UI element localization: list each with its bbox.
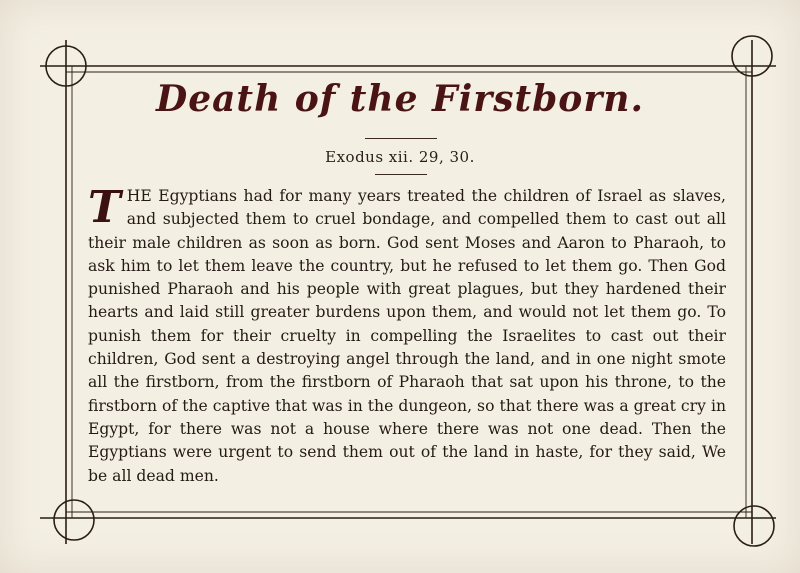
story-text bbox=[88, 182, 726, 488]
title-divider bbox=[365, 138, 437, 139]
card-title: Death of the Firstborn. bbox=[155, 78, 644, 120]
drop-cap-initial: T bbox=[88, 182, 121, 233]
story-paragraph: HE Egyptians had for many years treated the children of Israel as slaves, and subjected them to cruel bondage, and compelled them to cast out all their male children as soon as born. God sent Moses and Aaron to Pharaoh, to ask him to let them leave the country, but he refused to let them go. Then God punished Pharaoh and his people with great plagues, but they hardened their hearts and laid still greater burdens upon them, and would not let them go. To punish them for their cruelty in compelling the Israelites to cast out their children, God sent a destroying angel through the land, and in one night smote all the firstborn, from the firstborn of Pharaoh that sat upon his throne, to the firstborn of the captive that was in the dungeon, so that there was a great cry in Egypt, for there was not a house where there was not one dead. Then the Egyptians were urgent to send them out of the land in haste, for they said, We be all dead men. bbox=[88, 187, 726, 485]
reference-divider bbox=[375, 174, 427, 175]
corner-ornament-bottom-left bbox=[54, 500, 94, 540]
corner-ornament-bottom-right bbox=[734, 506, 774, 546]
scripture-reference: Exodus xii. 29, 30. bbox=[325, 148, 475, 166]
